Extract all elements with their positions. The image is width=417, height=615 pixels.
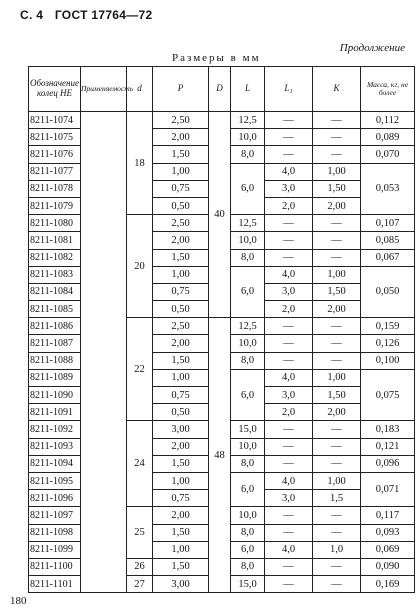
l1-cell: —	[265, 249, 313, 266]
l-cell: 15,0	[231, 421, 265, 438]
l1-cell: 4,0	[265, 369, 313, 386]
ring-id: 8211-1078	[29, 180, 81, 197]
l1-cell: 4,0	[265, 472, 313, 489]
p-cell: 2,00	[153, 232, 209, 249]
l-cell: 6,0	[231, 472, 265, 506]
k-cell: —	[313, 507, 361, 524]
p-cell: 1,50	[153, 558, 209, 575]
ring-id: 8211-1086	[29, 318, 81, 335]
ring-id: 8211-1076	[29, 146, 81, 163]
ring-id: 8211-1080	[29, 215, 81, 232]
p-cell: 0,50	[153, 404, 209, 421]
l1-cell: —	[265, 335, 313, 352]
p-cell: 1,50	[153, 455, 209, 472]
l-cell: 6,0	[231, 369, 265, 421]
l1-cell: 3,0	[265, 283, 313, 300]
mass-cell: 0,075	[361, 369, 415, 421]
ring-id: 8211-1085	[29, 301, 81, 318]
mass-cell: 0,112	[361, 112, 415, 129]
k-cell: —	[313, 438, 361, 455]
l1-cell: —	[265, 558, 313, 575]
p-cell: 0,75	[153, 180, 209, 197]
dimensions-table	[28, 66, 415, 593]
p-cell: 1,00	[153, 266, 209, 283]
mass-cell: 0,183	[361, 421, 415, 438]
standard-code: ГОСТ 17764—72	[54, 8, 153, 22]
l-cell: 8,0	[231, 146, 265, 163]
D-cell: 48	[209, 318, 231, 593]
k-cell: 1,00	[313, 472, 361, 489]
ring-id: 8211-1082	[29, 249, 81, 266]
ring-id: 8211-1074	[29, 112, 81, 129]
ring-id: 8211-1075	[29, 129, 81, 146]
col-header-D: D	[209, 67, 231, 112]
ring-id: 8211-1100	[29, 558, 81, 575]
ring-id: 8211-1089	[29, 369, 81, 386]
p-cell: 2,00	[153, 335, 209, 352]
d-cell: 20	[127, 215, 153, 318]
ring-id: 8211-1101	[29, 576, 81, 593]
page-label: С. 4	[20, 8, 44, 22]
l-cell: 10,0	[231, 438, 265, 455]
p-cell: 1,50	[153, 352, 209, 369]
k-cell: —	[313, 524, 361, 541]
continuation-label: Продолжение	[339, 42, 405, 54]
l1-cell: —	[265, 318, 313, 335]
mass-cell: 0,090	[361, 558, 415, 575]
p-cell: 1,00	[153, 472, 209, 489]
ring-id: 8211-1097	[29, 507, 81, 524]
l-cell: 12,5	[231, 318, 265, 335]
mass-cell: 0,069	[361, 541, 415, 558]
l1-cell: —	[265, 455, 313, 472]
ring-id: 8211-1093	[29, 438, 81, 455]
l1-cell: —	[265, 215, 313, 232]
k-cell: —	[313, 576, 361, 593]
l1-cell: —	[265, 146, 313, 163]
mass-cell: 0,126	[361, 335, 415, 352]
l1-cell: 4,0	[265, 541, 313, 558]
col-header-l: L	[231, 67, 265, 112]
k-cell: —	[313, 146, 361, 163]
k-cell: 1,50	[313, 180, 361, 197]
l1-cell: —	[265, 421, 313, 438]
l1-cell: —	[265, 438, 313, 455]
k-cell: —	[313, 318, 361, 335]
k-cell: —	[313, 112, 361, 129]
p-cell: 2,50	[153, 318, 209, 335]
ring-id: 8211-1096	[29, 490, 81, 507]
l-cell: 6,0	[231, 266, 265, 318]
l-cell: 10,0	[231, 129, 265, 146]
mass-cell: 0,096	[361, 455, 415, 472]
l1-cell: —	[265, 507, 313, 524]
k-cell: —	[313, 335, 361, 352]
p-cell: 2,00	[153, 507, 209, 524]
l-cell: 8,0	[231, 558, 265, 575]
d-cell: 25	[127, 507, 153, 559]
p-cell: 0,75	[153, 283, 209, 300]
ring-id: 8211-1092	[29, 421, 81, 438]
l1-cell: 3,0	[265, 387, 313, 404]
l-cell: 8,0	[231, 249, 265, 266]
l-cell: 8,0	[231, 455, 265, 472]
p-cell: 1,00	[153, 541, 209, 558]
ring-id: 8211-1084	[29, 283, 81, 300]
mass-cell: 0,117	[361, 507, 415, 524]
l-cell: 15,0	[231, 576, 265, 593]
mass-cell: 0,085	[361, 232, 415, 249]
k-cell: 1,00	[313, 163, 361, 180]
l-cell: 8,0	[231, 524, 265, 541]
l-cell: 6,0	[231, 541, 265, 558]
usage-cell	[81, 112, 127, 593]
sizes-caption: Размеры в мм	[172, 52, 261, 64]
ring-id: 8211-1095	[29, 472, 81, 489]
p-cell: 2,50	[153, 112, 209, 129]
d-cell: 26	[127, 558, 153, 575]
d-cell: 27	[127, 576, 153, 593]
p-cell: 1,50	[153, 524, 209, 541]
k-cell: —	[313, 129, 361, 146]
mass-cell: 0,070	[361, 146, 415, 163]
l1-cell: 3,0	[265, 180, 313, 197]
k-cell: 2,00	[313, 404, 361, 421]
l1-cell: 3,0	[265, 490, 313, 507]
k-cell: —	[313, 421, 361, 438]
page-number: 180	[10, 595, 27, 607]
ring-id: 8211-1090	[29, 387, 81, 404]
l1-cell: 2,0	[265, 197, 313, 214]
k-cell: —	[313, 249, 361, 266]
k-cell: 1,50	[313, 387, 361, 404]
mass-cell: 0,100	[361, 352, 415, 369]
d-cell: 24	[127, 421, 153, 507]
k-cell: —	[313, 352, 361, 369]
k-cell: 1,00	[313, 266, 361, 283]
ring-id: 8211-1087	[29, 335, 81, 352]
page-header	[20, 8, 153, 22]
l1-cell: 4,0	[265, 266, 313, 283]
ring-id: 8211-1091	[29, 404, 81, 421]
p-cell: 1,00	[153, 369, 209, 386]
d-cell: 18	[127, 112, 153, 215]
d-cell: 22	[127, 318, 153, 421]
p-cell: 1,50	[153, 249, 209, 266]
ring-id: 8211-1083	[29, 266, 81, 283]
mass-cell: 0,071	[361, 472, 415, 506]
l1-cell: —	[265, 112, 313, 129]
p-cell: 3,00	[153, 576, 209, 593]
D-cell: 40	[209, 112, 231, 318]
mass-cell: 0,159	[361, 318, 415, 335]
table-header-row	[29, 67, 415, 112]
l1-cell: 2,0	[265, 301, 313, 318]
k-cell: 1,00	[313, 369, 361, 386]
k-cell: 1,50	[313, 283, 361, 300]
ring-id: 8211-1079	[29, 197, 81, 214]
p-cell: 1,50	[153, 146, 209, 163]
k-cell: 2,00	[313, 197, 361, 214]
l-cell: 10,0	[231, 335, 265, 352]
p-cell: 0,50	[153, 197, 209, 214]
p-cell: 2,00	[153, 438, 209, 455]
p-cell: 0,75	[153, 387, 209, 404]
col-header-mass: Масса, кг, не более	[361, 67, 415, 112]
l1-cell: —	[265, 129, 313, 146]
l-cell: 12,5	[231, 215, 265, 232]
mass-cell: 0,121	[361, 438, 415, 455]
p-cell: 0,75	[153, 490, 209, 507]
l-cell: 12,5	[231, 112, 265, 129]
p-cell: 1,00	[153, 163, 209, 180]
mass-cell: 0,089	[361, 129, 415, 146]
l1-cell: 4,0	[265, 163, 313, 180]
l-cell: 10,0	[231, 507, 265, 524]
col-header-p: P	[153, 67, 209, 112]
k-cell: 2,00	[313, 301, 361, 318]
mass-cell: 0,169	[361, 576, 415, 593]
l1-cell: —	[265, 576, 313, 593]
l-cell: 8,0	[231, 352, 265, 369]
p-cell: 2,00	[153, 129, 209, 146]
mass-cell: 0,067	[361, 249, 415, 266]
k-cell: 1,5	[313, 490, 361, 507]
table-row	[29, 112, 415, 129]
ring-id: 8211-1081	[29, 232, 81, 249]
mass-cell: 0,053	[361, 163, 415, 215]
ring-id: 8211-1088	[29, 352, 81, 369]
l1-cell: —	[265, 232, 313, 249]
l-cell: 10,0	[231, 232, 265, 249]
col-header-usage: Применяемость	[81, 67, 127, 112]
mass-cell: 0,050	[361, 266, 415, 318]
k-cell: —	[313, 455, 361, 472]
ring-id: 8211-1099	[29, 541, 81, 558]
k-cell: —	[313, 215, 361, 232]
p-cell: 3,00	[153, 421, 209, 438]
col-header-k: K	[313, 67, 361, 112]
p-cell: 2,50	[153, 215, 209, 232]
ring-id: 8211-1094	[29, 455, 81, 472]
k-cell: 1,0	[313, 541, 361, 558]
k-cell: —	[313, 232, 361, 249]
l1-cell: —	[265, 524, 313, 541]
col-header-l1: L₁	[265, 67, 313, 112]
ring-id: 8211-1098	[29, 524, 81, 541]
k-cell: —	[313, 558, 361, 575]
ring-id: 8211-1077	[29, 163, 81, 180]
mass-cell: 0,107	[361, 215, 415, 232]
col-header-d: d	[127, 67, 153, 112]
p-cell: 0,50	[153, 301, 209, 318]
l1-cell: —	[265, 352, 313, 369]
l1-cell: 2,0	[265, 404, 313, 421]
mass-cell: 0,093	[361, 524, 415, 541]
col-header-id: Обозначение колец НЕ	[29, 67, 81, 112]
l-cell: 6,0	[231, 163, 265, 215]
